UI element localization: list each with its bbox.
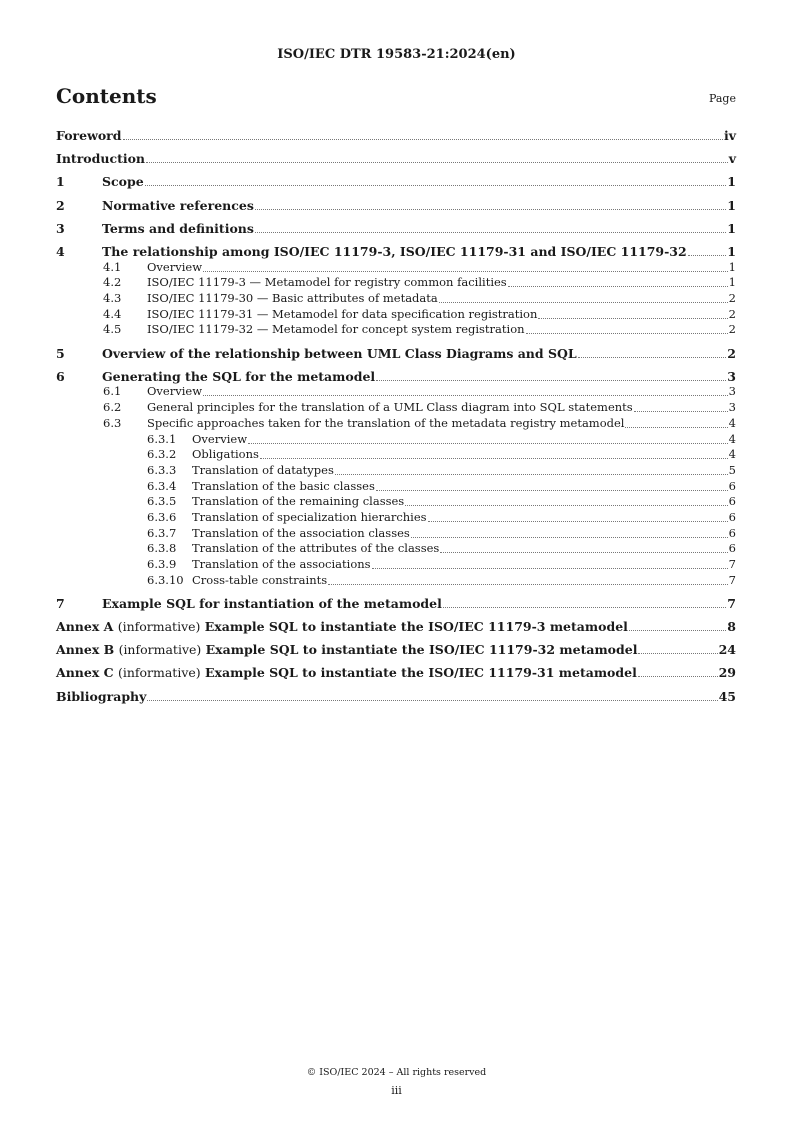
toc-entry-page: v: [728, 151, 736, 167]
toc-entry-number: 7: [56, 595, 65, 611]
toc-entry-number: 6.3.3: [147, 462, 177, 477]
footer-page-number: iii: [391, 1084, 402, 1097]
toc-dot-leader: [147, 700, 717, 701]
page-column-label: Page: [708, 92, 736, 105]
toc-dot-leader: [428, 521, 728, 522]
toc-dot-leader: [123, 139, 723, 140]
toc-entry-number: 4.3: [103, 291, 122, 305]
toc-entry-page: 6: [728, 478, 736, 493]
toc-entry-title: Scope: [102, 174, 144, 190]
toc-entry[interactable]: [56, 596, 736, 611]
toc-entry[interactable]: [56, 174, 736, 189]
toc-entry-title: Introduction: [56, 151, 146, 167]
toc-dot-leader: [405, 505, 727, 506]
document-header: ISO/IEC DTR 19583-21:2024(en): [277, 47, 516, 62]
toc-entry[interactable]: [56, 463, 736, 478]
toc-annex-label: Annex B: [56, 642, 115, 658]
toc-dot-leader: [411, 537, 728, 538]
toc-dot-leader: [255, 209, 726, 210]
toc-entry[interactable]: [56, 619, 736, 634]
toc-dot-leader: [203, 395, 728, 396]
toc-entry-title: Translation of the attributes of the classes: [192, 541, 440, 556]
toc-entry-title: Cross-table constraints: [192, 572, 328, 587]
toc-entry-number: 4.4: [103, 306, 122, 321]
toc-annex-label: Annex C: [56, 665, 114, 681]
toc-entry-title: Bibliography: [56, 688, 147, 704]
toc-entry-title: Overview: [147, 384, 203, 399]
toc-annex-title: Example SQL to instantiate the ISO/IEC 11179-3 metamodel: [204, 619, 628, 635]
toc-entry-page: 2: [727, 345, 736, 361]
toc-entry[interactable]: [56, 510, 736, 525]
toc-entry-title: [56, 665, 637, 680]
toc-entry-page: 45: [718, 688, 736, 704]
toc-entry-title: Overview of the relationship between UML Class Diagrams and SQL: [102, 345, 577, 361]
toc-entry-title: Translation of the basic classes: [192, 478, 375, 493]
toc-entry-number: 2: [56, 197, 65, 213]
toc-entry[interactable]: [56, 221, 736, 236]
toc-entry-title: Normative references: [102, 197, 254, 213]
toc-entry-title: Specific approaches taken for the translation of the metadata registry metamodel: [147, 415, 625, 430]
toc-entry-number: 6.3.10: [147, 572, 184, 587]
toc-entry-number: 6.3.9: [147, 557, 177, 571]
toc-entry-page: 6: [728, 541, 736, 556]
toc-entry-page: 1: [727, 197, 736, 213]
toc-dot-leader: [625, 427, 727, 428]
toc-entry-number: 6.3.1: [147, 431, 177, 446]
toc-entry-number: 6.2: [103, 400, 122, 415]
toc-dot-leader: [440, 552, 727, 553]
toc-entry[interactable]: [56, 416, 736, 431]
toc-dot-leader: [376, 490, 728, 491]
toc-dot-leader: [328, 584, 728, 585]
toc-entry[interactable]: [56, 275, 736, 290]
toc-entry-page: 1: [728, 259, 736, 274]
toc-entry-number: 4: [56, 243, 65, 259]
toc-annex-note: (informative): [117, 619, 201, 635]
toc-entry-number: 6.3.8: [147, 541, 177, 556]
toc-entry[interactable]: [56, 244, 736, 259]
toc-entry[interactable]: [56, 557, 736, 572]
toc-entry-page: iv: [723, 128, 736, 143]
toc-entry[interactable]: [56, 384, 736, 399]
toc-entry-title: [56, 619, 628, 634]
toc-entry[interactable]: [56, 369, 736, 384]
toc-entry[interactable]: [56, 479, 736, 494]
toc-annex-title: Example SQL to instantiate the ISO/IEC 11179-31 metamodel: [205, 665, 637, 681]
toc-entry[interactable]: [56, 151, 736, 166]
toc-entry-page: 6: [728, 509, 736, 524]
toc-entry[interactable]: [56, 447, 736, 462]
toc-entry-page: 2: [728, 322, 736, 337]
toc-dot-leader: [538, 318, 727, 319]
toc-entry-number: 5: [56, 345, 65, 361]
toc-dot-leader: [629, 630, 726, 631]
toc-dot-leader: [634, 411, 728, 412]
toc-entry-page: 7: [728, 557, 736, 571]
toc-entry-title: ISO/IEC 11179-30 — Basic attributes of metadata: [147, 291, 438, 305]
footer-copyright: © ISO/IEC 2024 – All rights reserved: [306, 1067, 487, 1078]
toc-entry[interactable]: [56, 322, 736, 337]
toc-entry-number: 6.1: [103, 384, 122, 399]
toc-entry-page: 3: [728, 400, 736, 415]
toc-entry-page: 3: [728, 384, 736, 399]
toc-entry-title: Foreword: [56, 128, 122, 143]
toc-entry-number: 6: [56, 368, 65, 384]
toc-dot-leader: [443, 607, 726, 608]
toc-dot-leader: [376, 380, 726, 381]
toc-entry[interactable]: [56, 198, 736, 213]
toc-dot-leader: [255, 232, 726, 233]
toc-entry-title: ISO/IEC 11179-31 — Metamodel for data specification registration: [147, 306, 538, 321]
toc-entry-title: Obligations: [192, 447, 259, 462]
toc-entry-number: 6.3: [103, 415, 122, 430]
toc-entry-number: 4.2: [103, 275, 122, 290]
toc-entry[interactable]: [56, 689, 736, 704]
toc-dot-leader: [526, 333, 728, 334]
toc-entry[interactable]: [56, 346, 736, 361]
contents-title: Contents: [56, 84, 157, 108]
toc-entry-title: Terms and definitions: [102, 220, 254, 236]
toc-entry-title: Translation of the remaining classes: [192, 494, 405, 509]
toc-entry-title: Overview: [192, 431, 248, 446]
toc-entry-page: 1: [727, 174, 736, 190]
toc-entry-number: 4.5: [103, 322, 122, 337]
toc-entry-number: 6.3.4: [147, 478, 177, 493]
toc-entry-page: 1: [728, 275, 736, 290]
toc-entry-number: 6.3.7: [147, 525, 177, 540]
toc-dot-leader: [203, 271, 728, 272]
toc-entry-page: 1: [727, 243, 736, 259]
toc-entry-page: 2: [728, 291, 736, 305]
toc-entry-title: Generating the SQL for the metamodel: [102, 368, 376, 384]
toc-dot-leader: [688, 255, 727, 256]
table-of-contents: [56, 128, 736, 704]
toc-dot-leader: [372, 568, 728, 569]
toc-entry-title: General principles for the translation of a UML Class diagram into SQL statements: [147, 400, 633, 415]
toc-entry[interactable]: [56, 526, 736, 541]
toc-dot-leader: [508, 286, 728, 287]
toc-entry-page: 6: [728, 525, 736, 540]
toc-entry-title: Translation of the association classes: [192, 525, 410, 540]
toc-entry-page: 3: [727, 368, 736, 384]
toc-entry-page: 24: [718, 642, 736, 658]
toc-entry-number: 6.3.5: [147, 494, 177, 509]
toc-entry-page: 4: [728, 431, 736, 446]
toc-entry[interactable]: [56, 291, 736, 306]
toc-dot-leader: [578, 357, 727, 358]
toc-entry[interactable]: [56, 541, 736, 556]
toc-dot-leader: [146, 162, 728, 163]
toc-entry-page: 5: [728, 462, 736, 477]
toc-entry-title: Translation of datatypes: [192, 462, 334, 477]
toc-entry-page: 1: [727, 220, 736, 236]
toc-dot-leader: [638, 653, 717, 654]
toc-entry-number: 6.3.2: [147, 447, 177, 462]
toc-entry-number: 6.3.6: [147, 509, 177, 524]
toc-annex-title: Example SQL to instantiate the ISO/IEC 11179-32 metamodel: [205, 642, 638, 658]
toc-entry-title: ISO/IEC 11179-32 — Metamodel for concept system registration: [147, 322, 525, 337]
toc-annex-label: Annex A: [56, 619, 114, 635]
toc-entry-title: ISO/IEC 11179-3 — Metamodel for registry common facilities: [147, 275, 507, 290]
toc-entry[interactable]: [56, 400, 736, 415]
toc-entry-title: Translation of specialization hierarchies: [192, 509, 427, 524]
toc-entry[interactable]: [56, 573, 736, 588]
toc-dot-leader: [145, 185, 727, 186]
toc-annex-note: (informative): [117, 665, 201, 681]
toc-entry-number: 4.1: [103, 259, 122, 274]
toc-entry-page: 29: [718, 665, 736, 681]
toc-entry[interactable]: [56, 128, 736, 143]
toc-entry-page: 4: [728, 415, 736, 430]
toc-entry-title: Example SQL for instantiation of the metamodel: [102, 595, 442, 611]
toc-entry[interactable]: [56, 307, 736, 322]
toc-entry-number: 1: [56, 174, 65, 190]
toc-entry[interactable]: [56, 665, 736, 680]
toc-entry-page: 7: [727, 595, 736, 611]
toc-entry[interactable]: [56, 432, 736, 447]
toc-annex-note: (informative): [118, 642, 202, 658]
toc-entry-number: 3: [56, 220, 65, 236]
toc-entry-page: 6: [728, 494, 736, 509]
toc-entry-title: [56, 642, 637, 657]
toc-dot-leader: [335, 474, 728, 475]
toc-dot-leader: [260, 458, 728, 459]
toc-entry-page: 7: [728, 572, 736, 587]
toc-entry[interactable]: [56, 494, 736, 509]
toc-entry-page: 8: [727, 619, 736, 635]
toc-entry-title: The relationship among ISO/IEC 11179-3, ISO/IEC 11179-31 and ISO/IEC 11179-32: [102, 243, 687, 259]
toc-dot-leader: [248, 443, 728, 444]
toc-entry-page: 2: [728, 306, 736, 321]
toc-entry-title: Overview: [147, 259, 203, 274]
toc-entry[interactable]: [56, 642, 736, 657]
toc-dot-leader: [439, 302, 728, 303]
toc-dot-leader: [638, 676, 718, 677]
toc-entry-page: 4: [728, 447, 736, 462]
toc-entry[interactable]: [56, 260, 736, 275]
toc-entry-title: Translation of the associations: [192, 557, 371, 571]
